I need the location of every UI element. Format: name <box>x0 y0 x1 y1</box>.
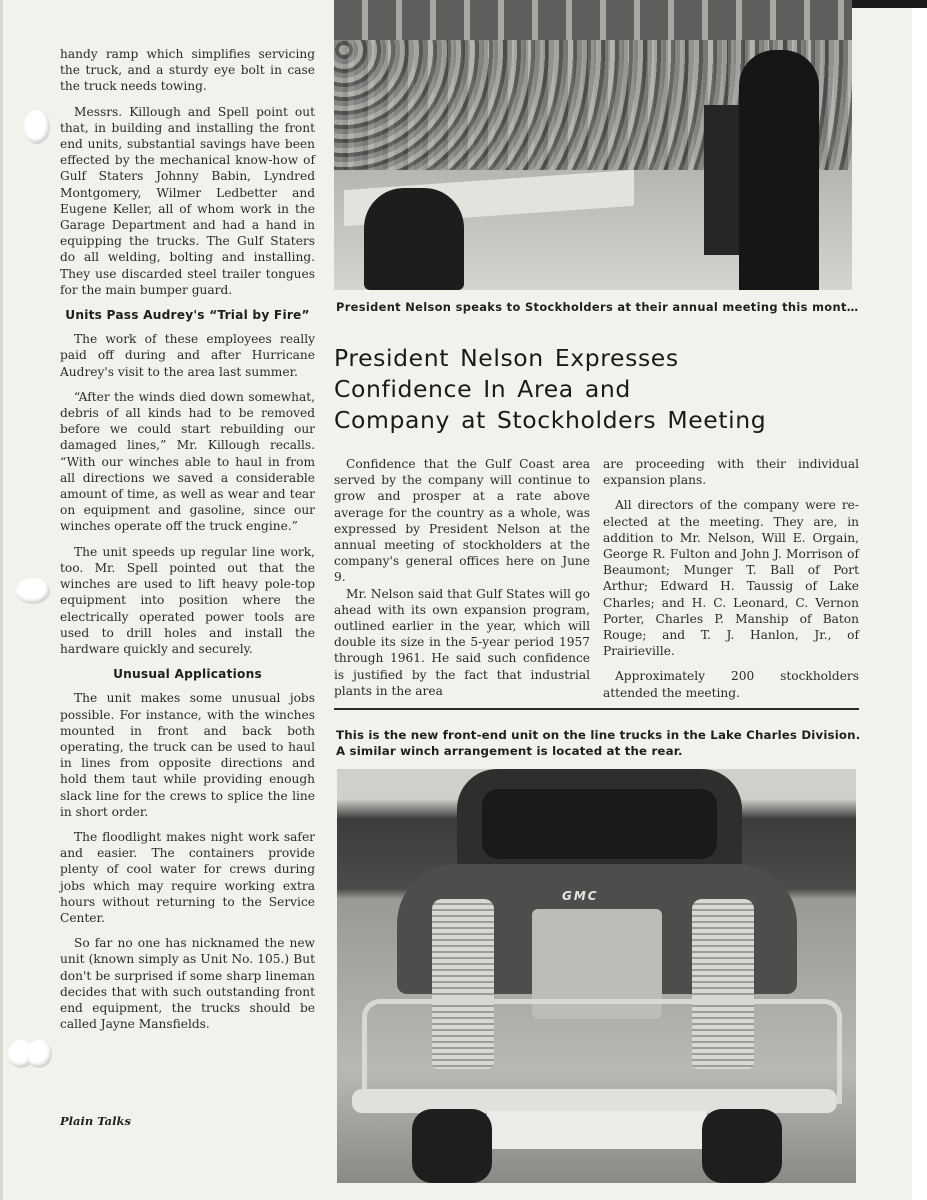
photo-speaker <box>739 50 819 290</box>
photo-seated-man <box>364 188 464 290</box>
photo-plate <box>487 1111 707 1149</box>
paragraph: Approximately 200 stockholders attended the meeting. <box>603 669 859 700</box>
headline-line: President Nelson Expresses <box>334 344 679 372</box>
photo-hall-wall <box>334 0 852 40</box>
page-margin-right <box>912 0 927 1200</box>
caption-line: This is the new front-end unit on the line trucks in the Lake Charles Division. <box>336 728 861 742</box>
photo-tire-right <box>702 1109 782 1183</box>
truck-photo-caption <box>336 727 866 759</box>
paragraph: handy ramp which simplifies servicing the truck, and a sturdy eye bolt in case the truck needs towing. <box>60 47 315 94</box>
section-divider <box>334 708 859 710</box>
article-body <box>334 456 859 710</box>
paragraph: Messrs. Killough and Spell point out that, in building and installing the front end units, substantial savings have been effected by the mechanical know-how of Gulf Staters Johnny Babin, Lyndred Montgomery, Wilmer Ledbetter and Eugene Keller, all of whom work in the Garage Department and had a hand in equipping the trucks. The Gulf Staters do all welding, bolting and installing. They use discarded steel trailer tongues for the main bumper guard. <box>60 104 315 297</box>
left-column-article <box>60 46 315 1041</box>
paragraph: The floodlight makes night work safer and easier. The containers provide plenty of cool water for crews during jobs which may require working extra hours without returning to the Service Center. <box>60 829 315 925</box>
meeting-photo <box>334 0 852 290</box>
publication-footer: Plain Talks <box>60 1114 131 1128</box>
binder-hole-top <box>24 110 50 144</box>
paragraph: The unit makes some unusual jobs possible. For instance, with the winches mounted in front and back both operating, the truck can be used to haul in lines from opposite directions and hold them taut while providing enough slack line for the crews to splice the line in short order. <box>60 691 315 819</box>
binder-hole-bottom-b <box>26 1040 52 1068</box>
meeting-photo-caption: President Nelson speaks to Stockholders at their annual meeting this mont… <box>336 300 859 314</box>
paragraph: Mr. Nelson said that Gulf States will go ahead with its own expansion program, outlined earlier in the year, which will double its size in the 5-year period 1957 through 1961. He said such confidence is justified by the fact that industrial plants in the area <box>334 586 590 698</box>
subheading-unusual-applications: Unusual Applications <box>113 667 262 682</box>
paragraph: All directors of the company were re-elected at the meeting. They are, in addition to Mr. Nelson, Will E. Orgain, George R. Fulton and John J. Morrison of Beaumont; Munger T. Ball of Port Arthur; Edward H. Taussig of Lake Charles; and H. C. Leonard, C. Vernon Porter, Charles P. Manship of Baton Rouge; and T. J. Hanlon, Jr., of Prairieville. <box>603 498 859 659</box>
truck-photo <box>337 769 856 1183</box>
paragraph: The unit speeds up regular line work, too. Mr. Spell pointed out that the winches are used to lift heavy pole-top equipment into position where the electrically operated power tools are used to drill holes and install the hardware quickly and securely. <box>60 544 315 656</box>
article-column-2 <box>603 456 859 710</box>
subheading-trial-by-fire: Units Pass Audrey's “Trial by Fire” <box>65 308 310 323</box>
headline-line: Confidence In Area and <box>334 375 631 403</box>
photo-windshield <box>482 789 717 859</box>
paragraph: So far no one has nicknamed the new unit (known simply as Unit No. 105.) But don't be surprised if some sharp lineman decides that with such outstanding front end equipment, the trucks should be called Jayne Mansfields. <box>60 936 315 1032</box>
paragraph: Confidence that the Gulf Coast area served by the company will continue to grow and prosper at a rate above average for the country as a whole, was expressed by President Nelson at the annual meeting of stockholders at the company's general offices here on June 9. <box>334 457 590 585</box>
article-column-1 <box>334 456 590 710</box>
headline-line: Company at Stockholders Meeting <box>334 406 767 434</box>
paragraph: are proceeding with their individual expansion plans. <box>603 457 859 488</box>
caption-line: A similar winch arrangement is located at the rear. <box>336 744 683 758</box>
photo-tire-left <box>412 1109 492 1183</box>
scan-border <box>852 0 927 8</box>
article-headline <box>334 343 874 436</box>
page-edge <box>0 0 3 1200</box>
paragraph: “After the winds died down somewhat, debris of all kinds had to be removed before we could start rebuilding our damaged lines,” Mr. Killough recalls. “With our winches able to haul in from all directions we saved a considerable amount of time, as well as wear and tear on equipment and gasoline, since our winches operate off the truck engine.” <box>60 389 315 534</box>
paragraph: The work of these employees really paid off during and after Hurricane Audrey's visit to the area last summer. <box>60 332 315 379</box>
photo-gmc-badge: GMC <box>562 889 599 903</box>
binder-hole-middle <box>16 578 50 604</box>
